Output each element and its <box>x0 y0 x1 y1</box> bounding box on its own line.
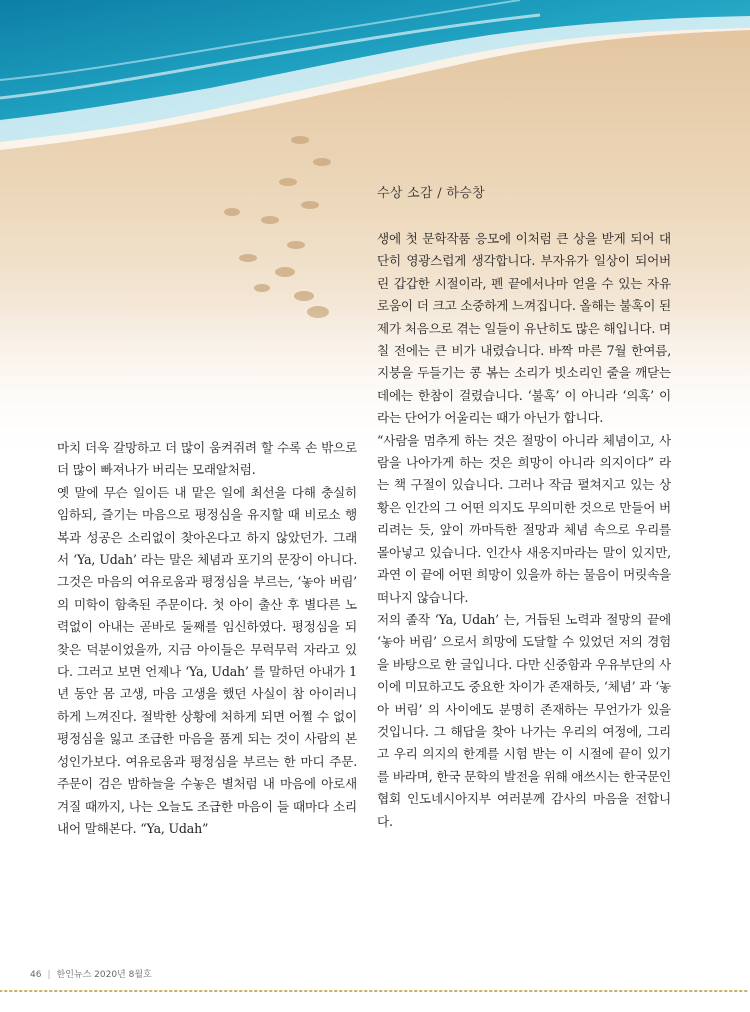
paragraph: 마치 더욱 갈망하고 더 많이 움켜쥐려 할 수록 손 밖으로 더 많이 빠져나가 버리는 모래알처럼. <box>57 440 357 478</box>
publication-name: 한인뉴스 2020년 8월호 <box>56 970 152 980</box>
dotted-border <box>0 988 750 994</box>
author-line: 수상 소감 / 하승창 <box>377 186 485 201</box>
paragraph: “사람을 멈추게 하는 것은 절망이 아니라 체념이고, 사람을 나아가게 하는 것은 희망이 아니라 의지이다” 라는 책 구절이 있습니다. 그러나 작금 펼쳐지고 있는 상황은 인간의 그 어떤 의지도 무의미한 것으로 만들어 버리려는 듯, 앞이 까마득한 절망과 체념 속으로 우리를 몰아넣고 있습니다. 인간사 새옹지마라는 말이 있지만, 과연 이 끝에 어떤 희망이 있을까 하는 물음이 머릿속을 떠나지 않습니다. <box>377 432 671 605</box>
left-column <box>57 437 357 840</box>
right-column <box>377 228 671 833</box>
footer-separator: | <box>47 970 51 980</box>
paragraph: 옛 말에 무슨 일이든 내 맡은 일에 최선을 다해 충실히 임하되, 즐기는 마음으로 평정심을 유지할 때 비로소 행복과 성공은 소리없이 찾아온다고 하지 않았던가. 그래서 ‘Ya, Udah’ 라는 말은 체념과 포기의 문장이 아니다. 그것은 마음의 여유로움과 평정심을 부르는, ‘놓아 버림’ 의 미학이 함축된 주문이다. 첫 아이 출산 후 별다른 노력없이 아내는 곧바로 둘째를 임신하였다. 평정심을 되찾은 덕분이었을까, 지금 아이들은 무럭무럭 자라고 있다. 그러고 보면 언제나 ‘Ya, Udah’ 를 말하던 아내가 1년 동안 몸 고생, 마음 고생을 했던 사실이 참 아이러니하게 느껴진다. 절박한 상황에 처하게 되면 어쩔 수 없이 평정심을 잃고 조급한 마음을 품게 되는 것이 사람의 본성인가보다. 여유로움과 평정심을 부르는 한 마디 주문. 주문이 검은 밤하늘을 수놓은 별처럼 내 마음에 아로새겨질 때까지, 나는 오늘도 조급한 마음이 들 때마다 소리 내어 말해본다. “Ya, Udah” <box>57 484 357 836</box>
page-number: 46 <box>30 970 42 980</box>
page-footer <box>30 967 152 980</box>
paragraph: 저의 졸작 ‘Ya, Udah’ 는, 거듭된 노력과 절망의 끝에 ‘놓아 버림’ 으로서 희망에 도달할 수 있었던 저의 경험을 바탕으로 한 글입니다. 다만 신중함과 우유부단의 사이에 미묘하고도 중요한 차이가 존재하듯, ‘체념’ 과 ‘놓아 버림’ 의 사이에도 분명히 존재하는 무언가가 있을 것입니다. 그 해답을 찾아 나가는 우리의 여정에, 그리고 우리 의지의 한계를 시험 받는 이 시절에 끝이 있기를 바라며, 한국 문학의 발전을 위해 애쓰시는 한국문인협회 인도네시아지부 여러분께 감사의 마음을 전합니다. <box>377 611 671 829</box>
paragraph: 생에 첫 문학작품 응모에 이처럼 큰 상을 받게 되어 대단히 영광스럽게 생각합니다. 부자유가 일상이 되어버린 갑갑한 시절이라, 펜 끝에서나마 얻을 수 있는 자유로움이 더 크고 소중하게 느껴집니다. 올해는 불혹이 된 제가 처음으로 겪는 일들이 유난히도 많은 해입니다. 며칠 전에는 큰 비가 내렸습니다. 바짝 마른 7월 한여름, 지붕을 두들기는 콩 볶는 소리가 빗소리인 줄을 깨닫는 데에는 한참이 걸렸습니다. ‘불혹’ 이 아니라 ‘의혹’ 이라는 단어가 어울리는 때가 아닌가 합니다. <box>377 231 671 426</box>
